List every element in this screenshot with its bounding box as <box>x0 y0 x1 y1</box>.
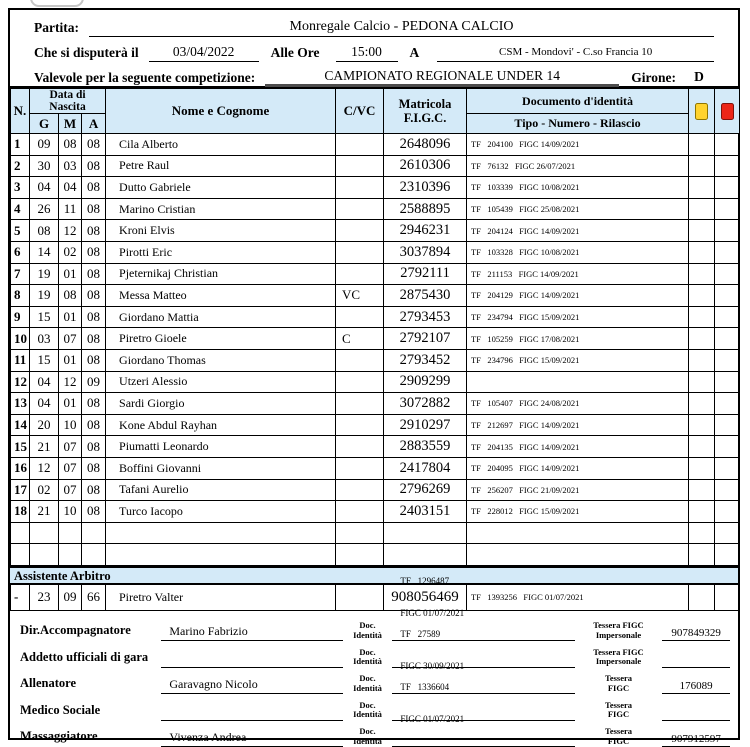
doc-identity-label: Doc. Identità <box>353 646 382 667</box>
player-number: 3 <box>11 177 30 199</box>
player-name: Piretro Gioele <box>106 328 336 350</box>
player-row <box>11 479 740 501</box>
yellow-card-cell <box>689 241 715 263</box>
staff-identity-document: TF 1296487 FIGC 01/07/2021 <box>392 554 574 641</box>
yellow-card-cell <box>689 155 715 177</box>
birth-year: 08 <box>82 328 106 350</box>
identity-document: TF 105407 FIGC 24/08/2021 <box>467 393 689 415</box>
birth-day: 08 <box>30 220 59 242</box>
yellow-card-cell <box>689 134 715 156</box>
birth-year: 09 <box>82 371 106 393</box>
red-card-cell <box>715 263 740 285</box>
staff-name: Vivenza Andrea <box>161 730 342 747</box>
birth-year: 08 <box>82 220 106 242</box>
doc-identity-label: Doc. Identità <box>353 699 382 720</box>
matricola-number: 2588895 <box>384 198 467 220</box>
player-name: Kroni Elvis <box>106 220 336 242</box>
birth-month: 01 <box>59 349 82 371</box>
yellow-card-cell <box>689 285 715 307</box>
empty-row <box>11 522 740 544</box>
col-header-birthdate: Data di Nascita <box>30 89 106 114</box>
roster-header <box>11 89 740 134</box>
captain-flag: VC <box>336 285 384 307</box>
player-number: 9 <box>11 306 30 328</box>
venue: CSM - Mondovi' - C.so Francia 10 <box>437 46 714 62</box>
player-row <box>11 220 740 242</box>
doc-identity-label: Doc. Identità <box>353 673 382 693</box>
identity-document: TF 234796 FIGC 15/09/2021 <box>467 349 689 371</box>
birth-month: 07 <box>59 436 82 458</box>
birth-month: 11 <box>59 198 82 220</box>
match-time: 15:00 <box>336 44 398 62</box>
yellow-card-icon <box>695 103 708 120</box>
player-name: Giordano Thomas <box>106 349 336 371</box>
captain-flag <box>336 501 384 523</box>
staff-role-label: Dir.Accompagnatore <box>20 623 131 638</box>
tessera-figc-number <box>662 707 730 721</box>
tessera-figc-number: 907849329 <box>662 627 730 641</box>
col-header-yellow-card <box>689 89 715 134</box>
tessera-figc-label: Tessera FIGC <box>604 699 633 720</box>
matricola-number: 3072882 <box>384 393 467 415</box>
birth-month: 07 <box>59 457 82 479</box>
girone-label: Girone: <box>631 70 676 85</box>
red-card-cell <box>715 479 740 501</box>
red-card-cell <box>715 584 740 610</box>
matricola-number: 2403151 <box>384 501 467 523</box>
player-row <box>11 198 740 220</box>
birth-year: 08 <box>82 414 106 436</box>
yellow-card-cell <box>689 584 715 610</box>
match-title: Monregale Calcio - PEDONA CALCIO <box>89 19 714 37</box>
player-name: Boffini Giovanni <box>106 457 336 479</box>
birth-month: 08 <box>59 134 82 156</box>
red-card-cell <box>715 349 740 371</box>
birth-month: 07 <box>59 328 82 350</box>
player-row <box>11 134 740 156</box>
birth-day: 04 <box>30 393 59 415</box>
birth-day: 19 <box>30 285 59 307</box>
doc-identity-label: Doc. Identità <box>353 620 382 640</box>
col-header-captain: C/VC <box>336 89 384 134</box>
captain-flag <box>336 220 384 242</box>
captain-flag <box>336 414 384 436</box>
matricola-header-line1: Matricola <box>398 96 452 111</box>
birth-month: 01 <box>59 306 82 328</box>
yellow-card-cell <box>689 436 715 458</box>
player-name: Pirotti Eric <box>106 241 336 263</box>
birth-year: 08 <box>82 134 106 156</box>
identity-document: TF 228012 FIGC 15/09/2021 <box>467 501 689 523</box>
red-card-cell <box>715 155 740 177</box>
identity-document: TF 204124 FIGC 14/09/2021 <box>467 220 689 242</box>
captain-flag <box>336 457 384 479</box>
player-name: Marino Cristian <box>106 198 336 220</box>
player-row <box>11 241 740 263</box>
identity-document: TF 103339 FIGC 10/08/2021 <box>467 177 689 199</box>
match-roster-document <box>8 8 740 746</box>
match-line <box>34 12 714 37</box>
birth-year: 08 <box>82 155 106 177</box>
birth-month: 12 <box>59 220 82 242</box>
player-number: 11 <box>11 349 30 371</box>
identity-document: TF 256207 FIGC 21/09/2021 <box>467 479 689 501</box>
roster-table <box>10 88 740 566</box>
player-row <box>11 177 740 199</box>
yellow-card-cell <box>689 349 715 371</box>
tessera-figc-label: Tessera FIGC <box>604 673 633 693</box>
matricola-number: 2793453 <box>384 306 467 328</box>
assistant-birth-month: 09 <box>59 584 82 610</box>
matricola-number: 2946231 <box>384 220 467 242</box>
red-card-cell <box>715 285 740 307</box>
col-header-month: M <box>59 114 82 134</box>
birth-month: 04 <box>59 177 82 199</box>
player-name: Sardi Giorgio <box>106 393 336 415</box>
yellow-card-cell <box>689 479 715 501</box>
birth-year: 08 <box>82 177 106 199</box>
birth-day: 04 <box>30 371 59 393</box>
yellow-card-cell <box>689 263 715 285</box>
player-name: Giordano Mattia <box>106 306 336 328</box>
birth-day: 09 <box>30 134 59 156</box>
matricola-number: 2417804 <box>384 457 467 479</box>
player-number: 17 <box>11 479 30 501</box>
staff-name <box>161 706 342 721</box>
red-card-icon <box>721 103 734 120</box>
time-label: Alle Ore <box>270 45 320 60</box>
staff-name: Marino Fabrizio <box>161 624 342 641</box>
date-label: Che si disputerà il <box>34 45 139 60</box>
identity-document: TF 204129 FIGC 14/09/2021 <box>467 285 689 307</box>
identity-document: TF 76132 FIGC 26/07/2021 <box>467 155 689 177</box>
player-row <box>11 306 740 328</box>
col-header-name: Nome e Cognome <box>106 89 336 134</box>
birth-year: 08 <box>82 501 106 523</box>
identity-document: TF 204135 FIGC 14/09/2021 <box>467 436 689 458</box>
red-card-cell <box>715 393 740 415</box>
captain-flag <box>336 177 384 199</box>
identity-document: TF 211153 FIGC 14/09/2021 <box>467 263 689 285</box>
birth-year: 08 <box>82 198 106 220</box>
assistant-captain-flag <box>336 584 384 610</box>
at-label: A <box>409 45 420 60</box>
player-row <box>11 457 740 479</box>
col-header-document-sub: Tipo - Numero - Rilascio <box>467 114 689 134</box>
competition-name: CAMPIONATO REGIONALE UNDER 14 <box>265 68 619 87</box>
birth-year: 08 <box>82 349 106 371</box>
staff-role-label: Medico Sociale <box>20 702 101 717</box>
player-name: Piumatti Leonardo <box>106 436 336 458</box>
player-number: 18 <box>11 501 30 523</box>
birth-month: 10 <box>59 501 82 523</box>
tessera-figc-label: Tessera FIGC <box>604 726 633 746</box>
empty-row <box>11 544 740 566</box>
yellow-card-cell <box>689 220 715 242</box>
birth-day: 21 <box>30 436 59 458</box>
red-card-cell <box>715 241 740 263</box>
birth-month: 12 <box>59 371 82 393</box>
captain-flag <box>336 263 384 285</box>
player-name: Petre Raul <box>106 155 336 177</box>
player-number: 4 <box>11 198 30 220</box>
player-number: 14 <box>11 414 30 436</box>
col-header-matricola <box>384 89 467 134</box>
identity-document: TF 103328 FIGC 10/08/2021 <box>467 241 689 263</box>
identity-document: TF 204100 FIGC 14/09/2021 <box>467 134 689 156</box>
match-date: 03/04/2022 <box>149 44 259 62</box>
red-card-cell <box>715 501 740 523</box>
girone-value: D <box>684 69 714 87</box>
player-row <box>11 328 740 350</box>
birth-day: 12 <box>30 457 59 479</box>
browser-tab-fragment <box>30 0 84 7</box>
captain-flag <box>336 479 384 501</box>
matricola-number: 2875430 <box>384 285 467 307</box>
assistant-referee-table <box>10 584 740 611</box>
col-header-document: Documento d'identità <box>467 89 689 114</box>
red-card-cell <box>715 436 740 458</box>
matricola-number: 3037894 <box>384 241 467 263</box>
birth-day: 03 <box>30 328 59 350</box>
birth-day: 02 <box>30 479 59 501</box>
player-name: Pjeternikaj Christian <box>106 263 336 285</box>
yellow-card-cell <box>689 414 715 436</box>
captain-flag <box>336 436 384 458</box>
captain-flag <box>336 198 384 220</box>
player-row <box>11 155 740 177</box>
assistant-referee-row <box>11 584 740 610</box>
assistant-name: Piretro Valter <box>106 584 336 610</box>
matricola-number: 2883559 <box>384 436 467 458</box>
birth-month: 02 <box>59 241 82 263</box>
player-number: 8 <box>11 285 30 307</box>
red-card-cell <box>715 306 740 328</box>
birth-day: 14 <box>30 241 59 263</box>
identity-document: TF 204095 FIGC 14/09/2021 <box>467 457 689 479</box>
birth-day: 30 <box>30 155 59 177</box>
player-name: Tafani Aurelio <box>106 479 336 501</box>
players-body <box>11 134 740 523</box>
tessera-figc-number: 176089 <box>662 680 730 694</box>
birth-month: 01 <box>59 263 82 285</box>
red-card-cell <box>715 177 740 199</box>
yellow-card-cell <box>689 371 715 393</box>
matricola-number: 2792111 <box>384 263 467 285</box>
staff-identity-document: TF 27589 FIGC 30/09/2021 <box>392 607 574 694</box>
col-header-red-card <box>715 89 740 134</box>
player-row <box>11 285 740 307</box>
birth-year: 08 <box>82 306 106 328</box>
red-card-cell <box>715 134 740 156</box>
birth-day: 26 <box>30 198 59 220</box>
tessera-figc-label: Tessera FIGC Impersonale <box>593 620 644 640</box>
captain-flag <box>336 393 384 415</box>
identity-document: TF 105259 FIGC 17/08/2021 <box>467 328 689 350</box>
assistant-birth-day: 23 <box>30 584 59 610</box>
matricola-number: 2793452 <box>384 349 467 371</box>
yellow-card-cell <box>689 177 715 199</box>
red-card-cell <box>715 371 740 393</box>
assistant-referee-section-label: Assistente Arbitro <box>10 566 738 584</box>
birth-year: 08 <box>82 285 106 307</box>
date-time-line <box>34 37 714 62</box>
col-header-day: G <box>30 114 59 134</box>
birth-month: 08 <box>59 285 82 307</box>
captain-flag <box>336 306 384 328</box>
assistant-matricola: 908056469 <box>384 584 467 610</box>
assistant-birth-year: 66 <box>82 584 106 610</box>
staff-role-label: Allenatore <box>20 676 77 691</box>
yellow-card-cell <box>689 306 715 328</box>
tessera-figc-number <box>662 654 730 668</box>
player-number: 13 <box>11 393 30 415</box>
matricola-number: 2910297 <box>384 414 467 436</box>
birth-day: 20 <box>30 414 59 436</box>
birth-day: 15 <box>30 349 59 371</box>
player-name: Turco Iacopo <box>106 501 336 523</box>
birth-day: 15 <box>30 306 59 328</box>
player-number: 12 <box>11 371 30 393</box>
captain-flag: C <box>336 328 384 350</box>
birth-year: 08 <box>82 241 106 263</box>
birth-year: 08 <box>82 393 106 415</box>
birth-year: 08 <box>82 263 106 285</box>
staff-name <box>161 653 342 668</box>
competition-label: Valevole per la seguente competizione: <box>34 70 256 85</box>
player-number: 7 <box>11 263 30 285</box>
identity-document <box>467 371 689 393</box>
player-number: 10 <box>11 328 30 350</box>
birth-month: 01 <box>59 393 82 415</box>
partita-label: Partita: <box>34 20 79 35</box>
player-row <box>11 263 740 285</box>
birth-day: 21 <box>30 501 59 523</box>
document-header <box>10 10 738 88</box>
col-header-year: A <box>82 114 106 134</box>
birth-month: 03 <box>59 155 82 177</box>
yellow-card-cell <box>689 393 715 415</box>
player-row <box>11 501 740 523</box>
staff-row <box>14 694 730 721</box>
player-number: 15 <box>11 436 30 458</box>
player-row <box>11 393 740 415</box>
matricola-header-line2: F.I.G.C. <box>403 111 447 125</box>
player-number: 5 <box>11 220 30 242</box>
staff-identity-document: TF 1336604 FIGC 01/07/2021 <box>392 660 574 747</box>
tessera-figc-label: Tessera FIGC Impersonale <box>593 646 644 667</box>
captain-flag <box>336 134 384 156</box>
staff-role-label: Addetto ufficiali di gara <box>20 649 149 664</box>
player-name: Messa Matteo <box>106 285 336 307</box>
matricola-number: 2792107 <box>384 328 467 350</box>
yellow-card-cell <box>689 198 715 220</box>
yellow-card-cell <box>689 328 715 350</box>
player-number: 1 <box>11 134 30 156</box>
player-name: Cila Alberto <box>106 134 336 156</box>
birth-year: 08 <box>82 457 106 479</box>
empty-rows-body <box>11 522 740 565</box>
assistant-number: - <box>11 584 30 610</box>
red-card-cell <box>715 328 740 350</box>
col-header-number: N. <box>11 89 30 134</box>
captain-flag <box>336 155 384 177</box>
staff-row <box>14 641 730 668</box>
player-row <box>11 414 740 436</box>
red-card-cell <box>715 220 740 242</box>
player-number: 2 <box>11 155 30 177</box>
player-name: Kone Abdul Rayhan <box>106 414 336 436</box>
staff-role-label: Massaggiatore <box>20 729 98 744</box>
doc-identity-label: Doc. Identità <box>353 726 382 746</box>
yellow-card-cell <box>689 457 715 479</box>
captain-flag <box>336 349 384 371</box>
competition-line <box>34 62 714 87</box>
red-card-cell <box>715 414 740 436</box>
player-name: Utzeri Alessio <box>106 371 336 393</box>
player-number: 16 <box>11 457 30 479</box>
birth-month: 07 <box>59 479 82 501</box>
birth-month: 10 <box>59 414 82 436</box>
identity-document: TF 212697 FIGC 14/09/2021 <box>467 414 689 436</box>
birth-year: 08 <box>82 479 106 501</box>
player-number: 6 <box>11 241 30 263</box>
birth-year: 08 <box>82 436 106 458</box>
captain-flag <box>336 371 384 393</box>
player-row <box>11 436 740 458</box>
tessera-figc-number: 907912597 <box>662 733 730 747</box>
player-name: Dutto Gabriele <box>106 177 336 199</box>
captain-flag <box>336 241 384 263</box>
matricola-number: 2796269 <box>384 479 467 501</box>
player-row <box>11 371 740 393</box>
matricola-number: 2648096 <box>384 134 467 156</box>
matricola-number: 2909299 <box>384 371 467 393</box>
red-card-cell <box>715 457 740 479</box>
identity-document: TF 234794 FIGC 15/09/2021 <box>467 306 689 328</box>
birth-day: 04 <box>30 177 59 199</box>
matricola-number: 2610306 <box>384 155 467 177</box>
staff-name: Garavagno Nicolo <box>161 677 342 694</box>
birth-day: 19 <box>30 263 59 285</box>
yellow-card-cell <box>689 501 715 523</box>
player-row <box>11 349 740 371</box>
red-card-cell <box>715 198 740 220</box>
assistant-identity-document: TF 1393256 FIGC 01/07/2021 <box>467 584 689 610</box>
identity-document: TF 105439 FIGC 25/08/2021 <box>467 198 689 220</box>
matricola-number: 2310396 <box>384 177 467 199</box>
